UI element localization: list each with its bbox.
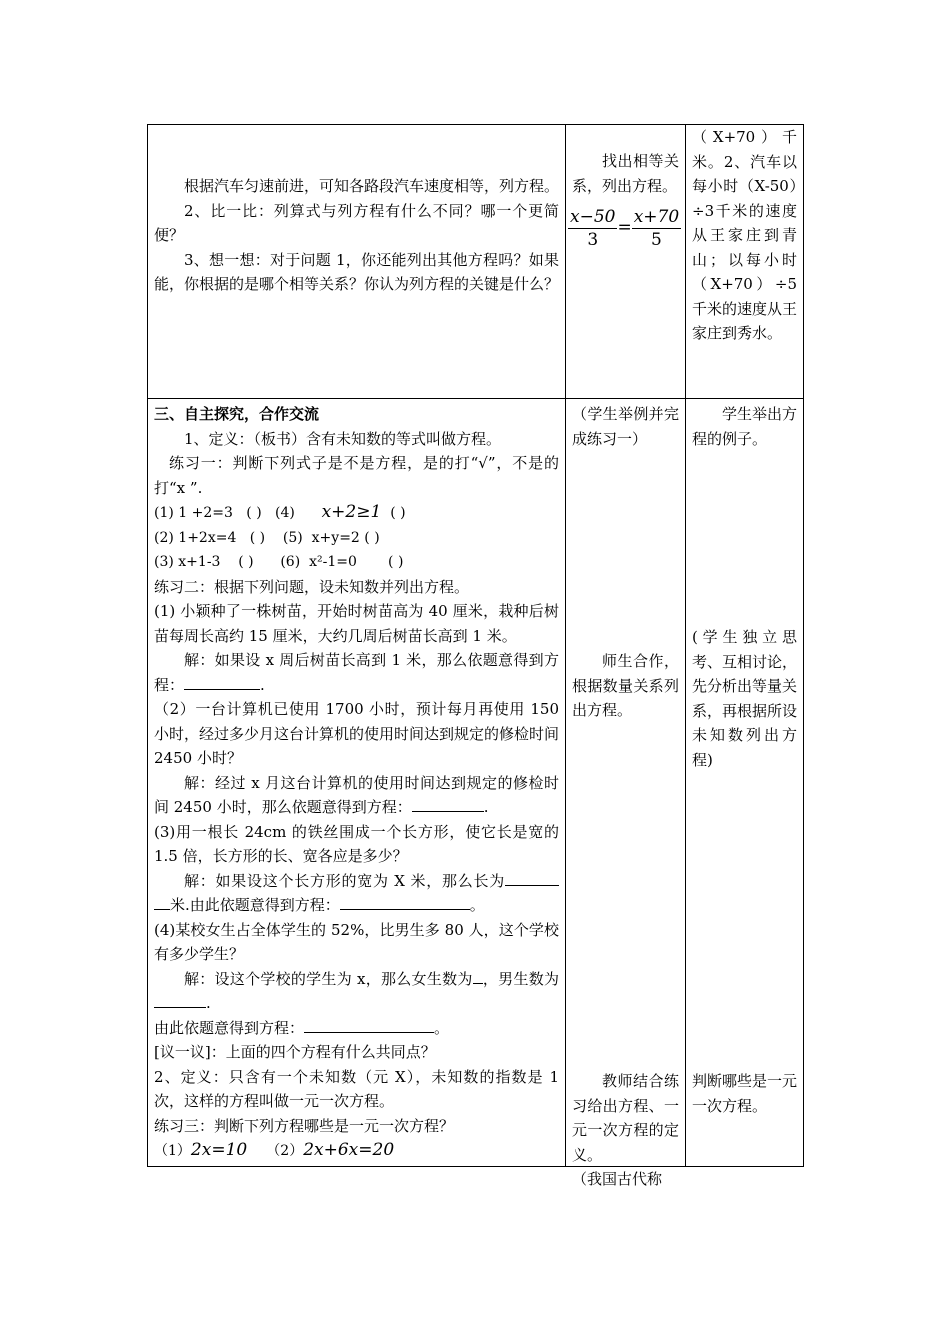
paragraph: 师生合作，根据数量关系列出方程。 [572,652,679,719]
paragraph: (1) 小颖种了一株树苗，开始时树苗高为 40 厘米，栽种后树苗每周长高约 15 厘米，大约几周后树苗长高到 1 米。 [154,602,559,645]
paragraph: 根据汽车匀速前进，可知各路段汽车速度相等，列方程。 [184,177,560,195]
paragraph: 2、比一比：列算式与列方程有什么不同？哪一个更简便？ [154,201,559,244]
process-cell [148,399,566,1167]
punctuation: . [206,994,211,1012]
answer-blank[interactable] [154,895,170,910]
punctuation: 。 [434,1018,450,1037]
lesson-plan-table [147,124,804,1188]
process-cell [148,125,566,399]
paragraph [154,1016,559,1041]
exercise-item: (1) 1 +2=3 [154,505,233,521]
student-cell [686,399,804,1167]
paragraph: 练习三：判断下列方程哪些是一元一次方程？ [154,1116,455,1135]
exercise-label: (4) [275,505,295,521]
paragraph: （X+70）千米。2、汽车以每小时（X-50）÷3千米的速度从王家庄到青山；以每小时（X+70）÷5千米的速度从王家庄到秀水。 [692,128,798,342]
paragraph: 练习二：根据下列问题，设未知数并列出方程。 [154,577,470,596]
exercise-label: （2） [266,1143,304,1159]
exercise-item: (3) x+1-3 [154,554,221,570]
fraction-left [568,206,617,251]
exercise-row [154,500,559,526]
paragraph: 判断哪些是一元一次方程。 [692,1072,798,1115]
exercise-math: 2x+6x=20 [303,1140,395,1160]
table-row [148,125,804,399]
equals-sign: = [617,217,632,238]
answer-paren: ( ) [390,505,406,521]
exercise-math: x²-1=0 [309,554,357,570]
answer-paren: ( ) [364,529,380,546]
exercise-label: (5) [282,529,303,546]
exercise-item: (2) 1+2x=4 [154,529,237,546]
paragraph: （学生举例并完成练习一） [572,405,679,448]
paragraph: 学生举出方程的例子。 [692,405,798,448]
paragraph [154,967,559,1016]
answer-text: 解：如果设这个长方形的宽为 X 米，那么长为 [184,871,505,890]
answer-blank[interactable] [412,797,484,812]
paragraph [154,771,559,820]
exercise-row [154,550,559,575]
answer-blank[interactable] [473,969,483,984]
answer-blank[interactable] [154,993,206,1008]
paragraph: 找出相等关系，列出方程。 [572,152,679,195]
paragraph: （我国古代称 [572,1170,663,1188]
equation [568,206,679,251]
paragraph: (3)用一根长 24cm 的铁丝围成一个长方形，使它长是宽的 1.5 倍，长方形的长、宽各应是多少？ [154,822,559,865]
answer-paren: ( ) [249,529,266,546]
answer-paren: ( ) [388,554,404,570]
paragraph: （2）一台计算机已使用 1700 小时，预计每月再使用 150 小时，经过多少月这台计算机的使用时间达到规定的修检时间 2450 小时？ [154,700,560,767]
paragraph: 1、定义：（板书）含有未知数的等式叫做方程。 [184,429,502,448]
answer-blank[interactable] [304,1018,434,1033]
answer-paren: ( ) [238,554,254,570]
fraction-right [632,206,681,251]
student-cell [686,125,804,399]
punctuation: . [260,675,265,694]
answer-blank[interactable] [505,871,559,886]
denominator: 5 [651,230,662,250]
answer-text: 解：如果设 x 周后树苗长高到 1 米，那么依题意得到方程： [154,651,559,694]
exercise-label: (6) [280,554,301,570]
paragraph: 2、定义：只含有一个未知数（元 X），未知数的指数是 1 次，这样的方程叫做一元一次方程。 [154,1067,559,1110]
paragraph: 练习一：判断下列式子是不是方程，是的打“√”，不是的打“x ”. [154,454,559,497]
section-heading: 三、自主探究，合作交流 [154,405,320,423]
punctuation: 。 [469,896,485,914]
answer-text: 由此依题意得到方程： [154,1018,305,1037]
exercise-row [154,1138,559,1164]
exercise-math: 2x=10 [190,1140,248,1160]
answer-text: 解：设这个学校的学生为 x，那么女生数为 [184,969,473,988]
paragraph [154,869,559,918]
answer-text: ，男生数为 [482,969,559,988]
exercise-row [154,526,559,551]
answer-blank[interactable] [184,675,260,690]
answer-text: 米.由此依题意得到方程： [170,896,340,914]
paragraph: [议一议]：上面的四个方程有什么共同点？ [154,1043,436,1061]
numerator: x−50 [570,207,616,227]
denominator: 3 [587,230,599,250]
paragraph: 3、想一想：对于问题 1，你还能列出其他方程吗？如果能，你根据的是哪个相等关系？你认为列方程的关键是什么？ [154,250,560,293]
paragraph [154,648,559,697]
table-row [148,399,804,1167]
exercise-label: （1） [154,1143,191,1159]
exercise-math: x+y=2 [311,529,360,546]
paragraph: 教师结合练习给出方程、一元一次方程的定义。 [572,1072,679,1164]
numerator: x+70 [633,207,680,227]
teacher-cell [566,399,686,1188]
answer-paren: ( ) [246,505,262,521]
answer-text: 解：经过 x 月这台计算机的使用时间达到规定的修检时间 2450 小时，那么依题意得到方程： [154,773,559,816]
teacher-cell [566,125,686,399]
punctuation: . [483,798,489,816]
paragraph: (4)某校女生占全体学生的 52%，比男生多 80 人，这个学校有多少学生？ [154,920,559,963]
exercise-math: x+2≥1 [321,502,382,522]
answer-blank[interactable] [340,895,470,910]
paragraph: (学生独立思考、互相讨论，先分析出等量关系，再根据所设未知数列出方程) [692,628,798,769]
